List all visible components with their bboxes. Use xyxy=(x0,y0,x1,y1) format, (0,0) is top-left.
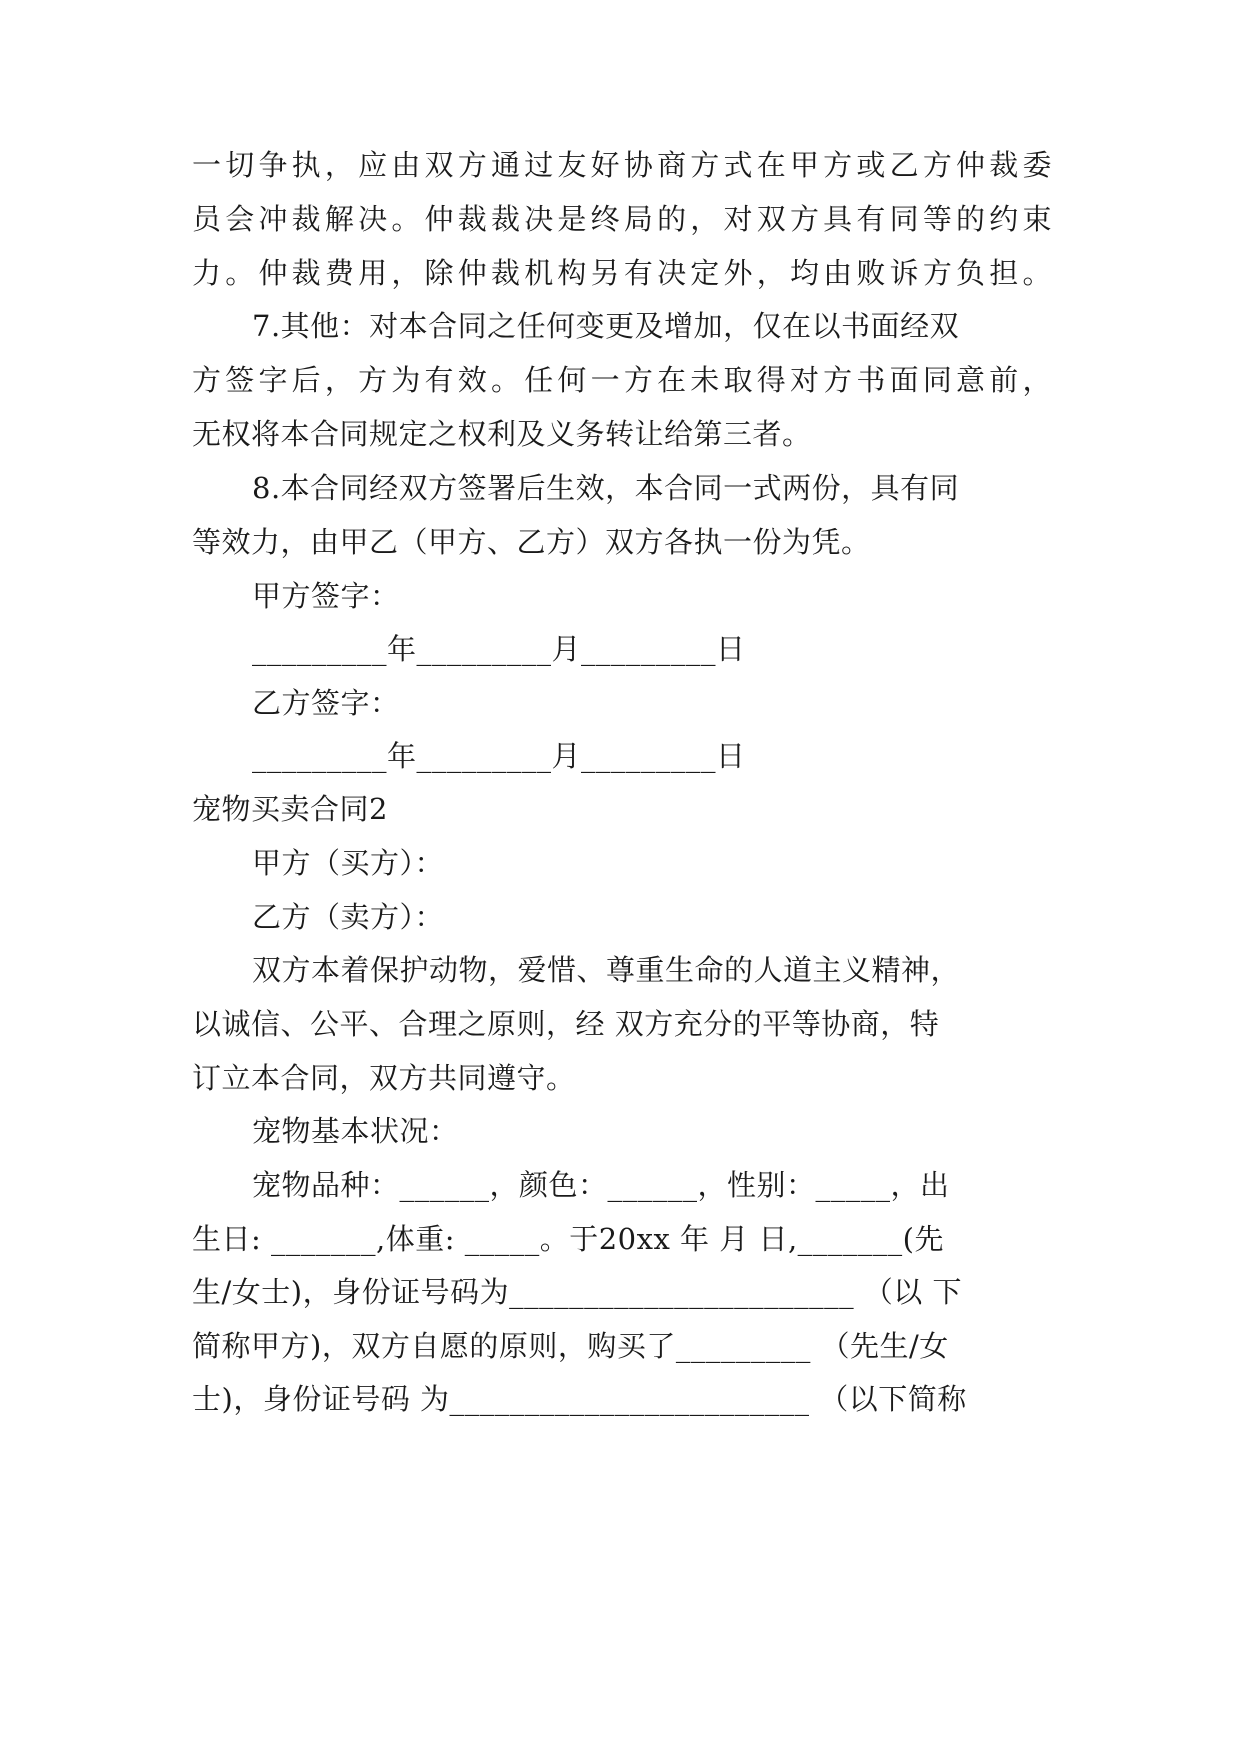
party-a-signature-label: 甲方签字： xyxy=(252,579,400,613)
text-line: 简称甲方)，双方自愿的原则，购买了_________ （先生/女 xyxy=(192,1329,949,1363)
contract-title: 宠物买卖合同2 xyxy=(192,792,388,826)
text-line: 双方本着保护动物，爱惜、尊重生命的人道主义精神， xyxy=(252,953,961,987)
text-line: 生日: _______,体重: _____。于20xx 年 月 日,_______(先 xyxy=(192,1222,944,1256)
text-line: 一切争执，应由双方通过友好协商方式在甲方或乙方仲裁委 xyxy=(192,148,1052,182)
buyer-label: 甲方（买方）： xyxy=(252,846,445,880)
text-line: 生/女士)，身份证号码为_______________________ （以 下 xyxy=(192,1275,963,1309)
text-line: 以诚信、公平、合理之原则，经 双方充分的平等协商，特 xyxy=(192,1007,940,1041)
text-line: 等效力，由甲乙（甲方、乙方）双方各执一份为凭。 xyxy=(192,525,871,559)
text-line: 方签字后，方为有效。任何一方在未取得对方书面同意前， xyxy=(192,363,1052,397)
party-a-date-line: _________年_________月_________日 xyxy=(252,632,746,666)
party-b-date-line: _________年_________月_________日 xyxy=(252,739,746,773)
text-line: 宠物品种：______，颜色：______，性别：_____，出 xyxy=(252,1168,950,1202)
seller-label: 乙方（卖方）： xyxy=(252,900,445,934)
text-line: 力。仲裁费用，除仲裁机构另有决定外，均由败诉方负担。 xyxy=(192,256,1052,290)
text-line: 7.其他：对本合同之任何变更及增加，仅在以书面经双 xyxy=(252,309,960,343)
text-line: 士)，身份证号码 为________________________ （以下简称 xyxy=(192,1382,967,1416)
party-b-signature-label: 乙方签字： xyxy=(252,686,400,720)
text-line: 订立本合同，双方共同遵守。 xyxy=(192,1061,576,1095)
text-line: 8.本合同经双方签署后生效，本合同一式两份，具有同 xyxy=(252,471,960,505)
pet-status-heading: 宠物基本状况： xyxy=(252,1114,459,1148)
text-line: 员会冲裁解决。仲裁裁决是终局的，对双方具有同等的约束 xyxy=(192,202,1052,236)
text-line: 无权将本合同规定之权利及义务转让给第三者。 xyxy=(192,417,812,451)
